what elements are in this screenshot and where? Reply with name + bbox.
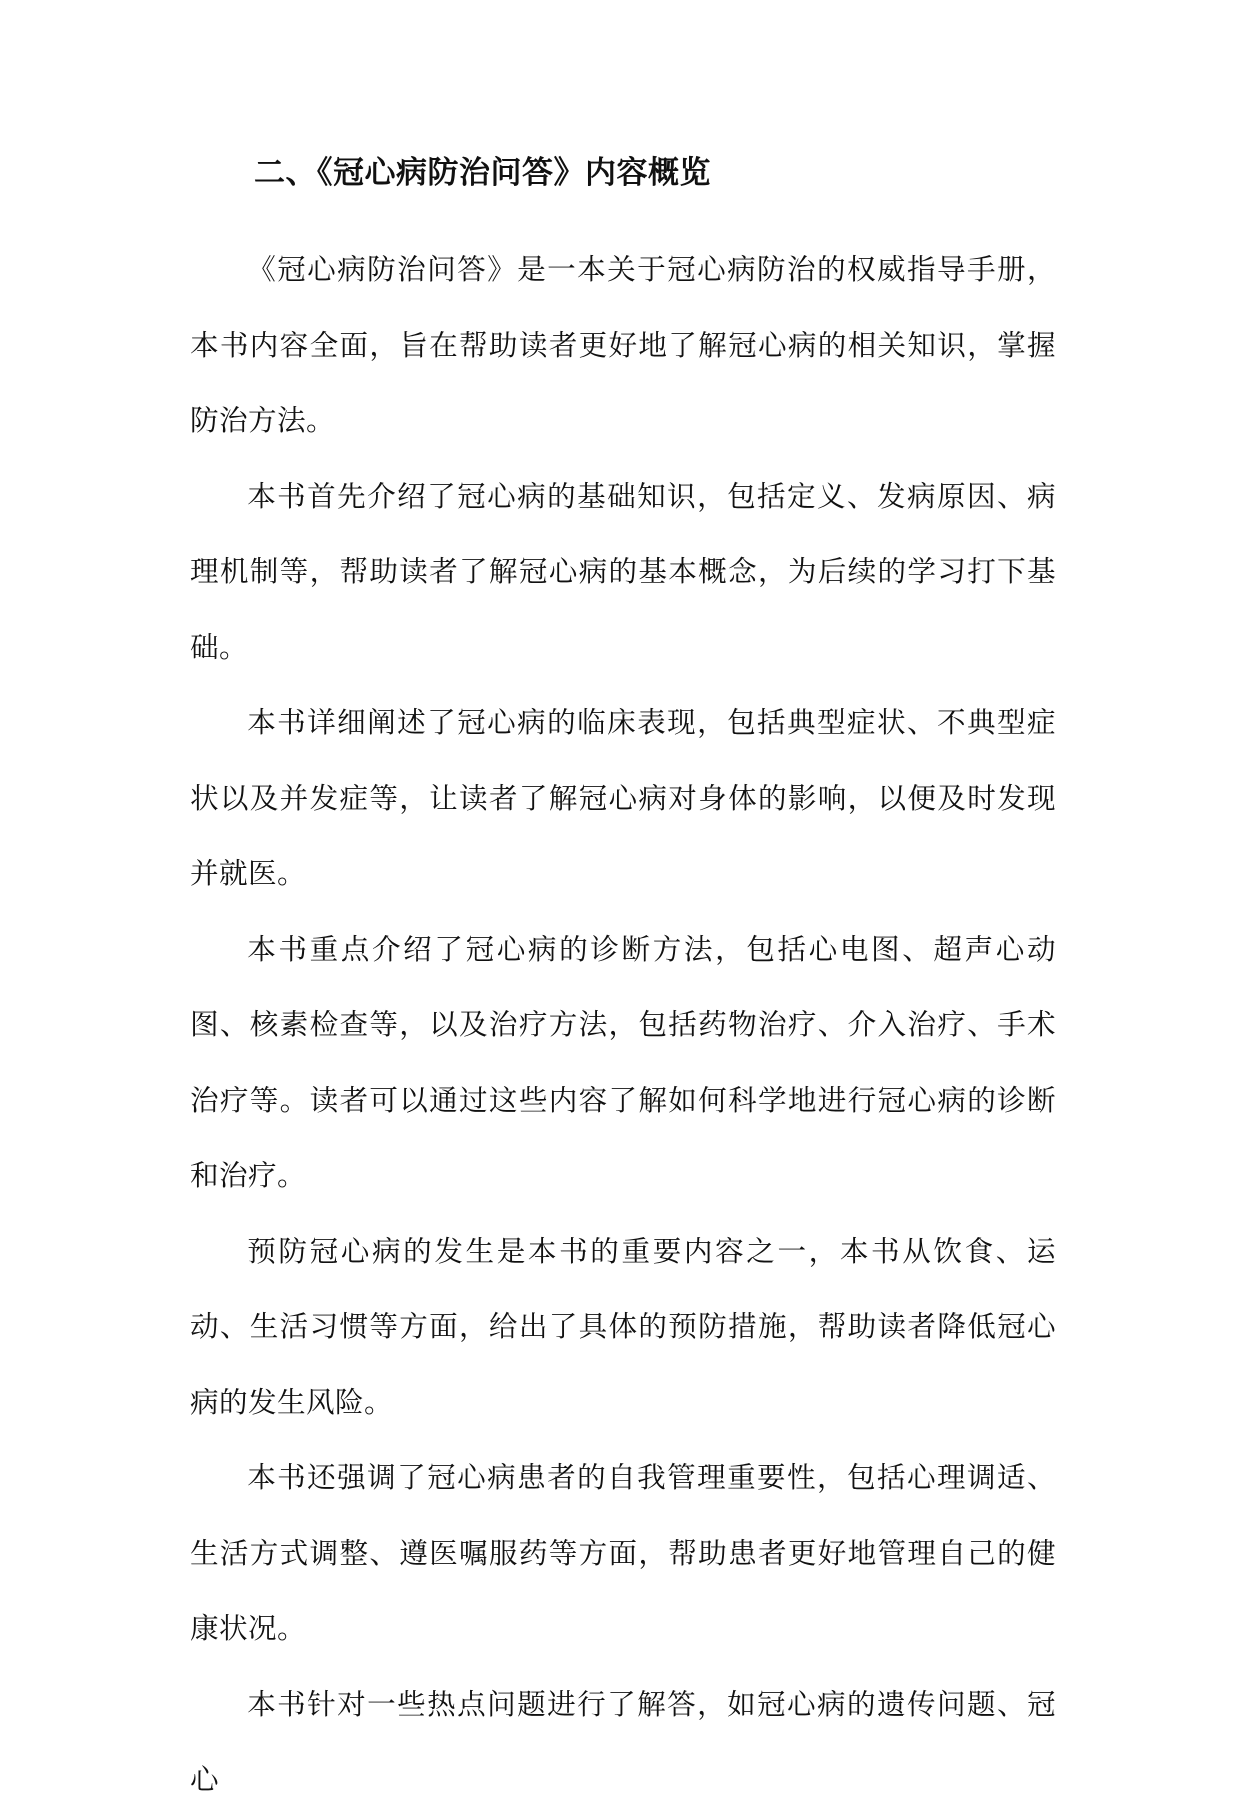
paragraph-hot-topics: 本书针对一些热点问题进行了解答，如冠心病的遗传问题、冠心	[190, 1686, 1056, 1796]
paragraph-clinical: 本书详细阐述了冠心病的临床表现，包括典型症状、不典型症状以及并发症等，让读者了解冠心病对身体的影响，以便及时发现并就医。	[190, 705, 1056, 890]
section-heading: 二、《冠心病防治问答》内容概览	[254, 155, 711, 191]
paragraph-intro: 《冠心病防治问答》是一本关于冠心病防治的权威指导手册，本书内容全面，旨在帮助读者更好地了解冠心病的相关知识，掌握防治方法。	[190, 252, 1056, 437]
paragraph-prevention: 预防冠心病的发生是本书的重要内容之一，本书从饮食、运动、生活习惯等方面，给出了具体的预防措施，帮助读者降低冠心病的发生风险。	[190, 1233, 1056, 1419]
body-text	[190, 232, 1056, 1818]
paragraph-basics: 本书首先介绍了冠心病的基础知识，包括定义、发病原因、病理机制等，帮助读者了解冠心病的基本概念，为后续的学习打下基础。	[190, 478, 1056, 664]
paragraph-diagnosis-treatment: 本书重点介绍了冠心病的诊断方法，包括心电图、超声心动图、核素检查等，以及治疗方法，包括药物治疗、介入治疗、手术治疗等。读者可以通过这些内容了解如何科学地进行冠心病的诊断和治疗。	[190, 931, 1056, 1192]
paragraph-self-management: 本书还强调了冠心病患者的自我管理重要性，包括心理调适、生活方式调整、遵医嘱服药等方面，帮助患者更好地管理自己的健康状况。	[190, 1460, 1056, 1645]
